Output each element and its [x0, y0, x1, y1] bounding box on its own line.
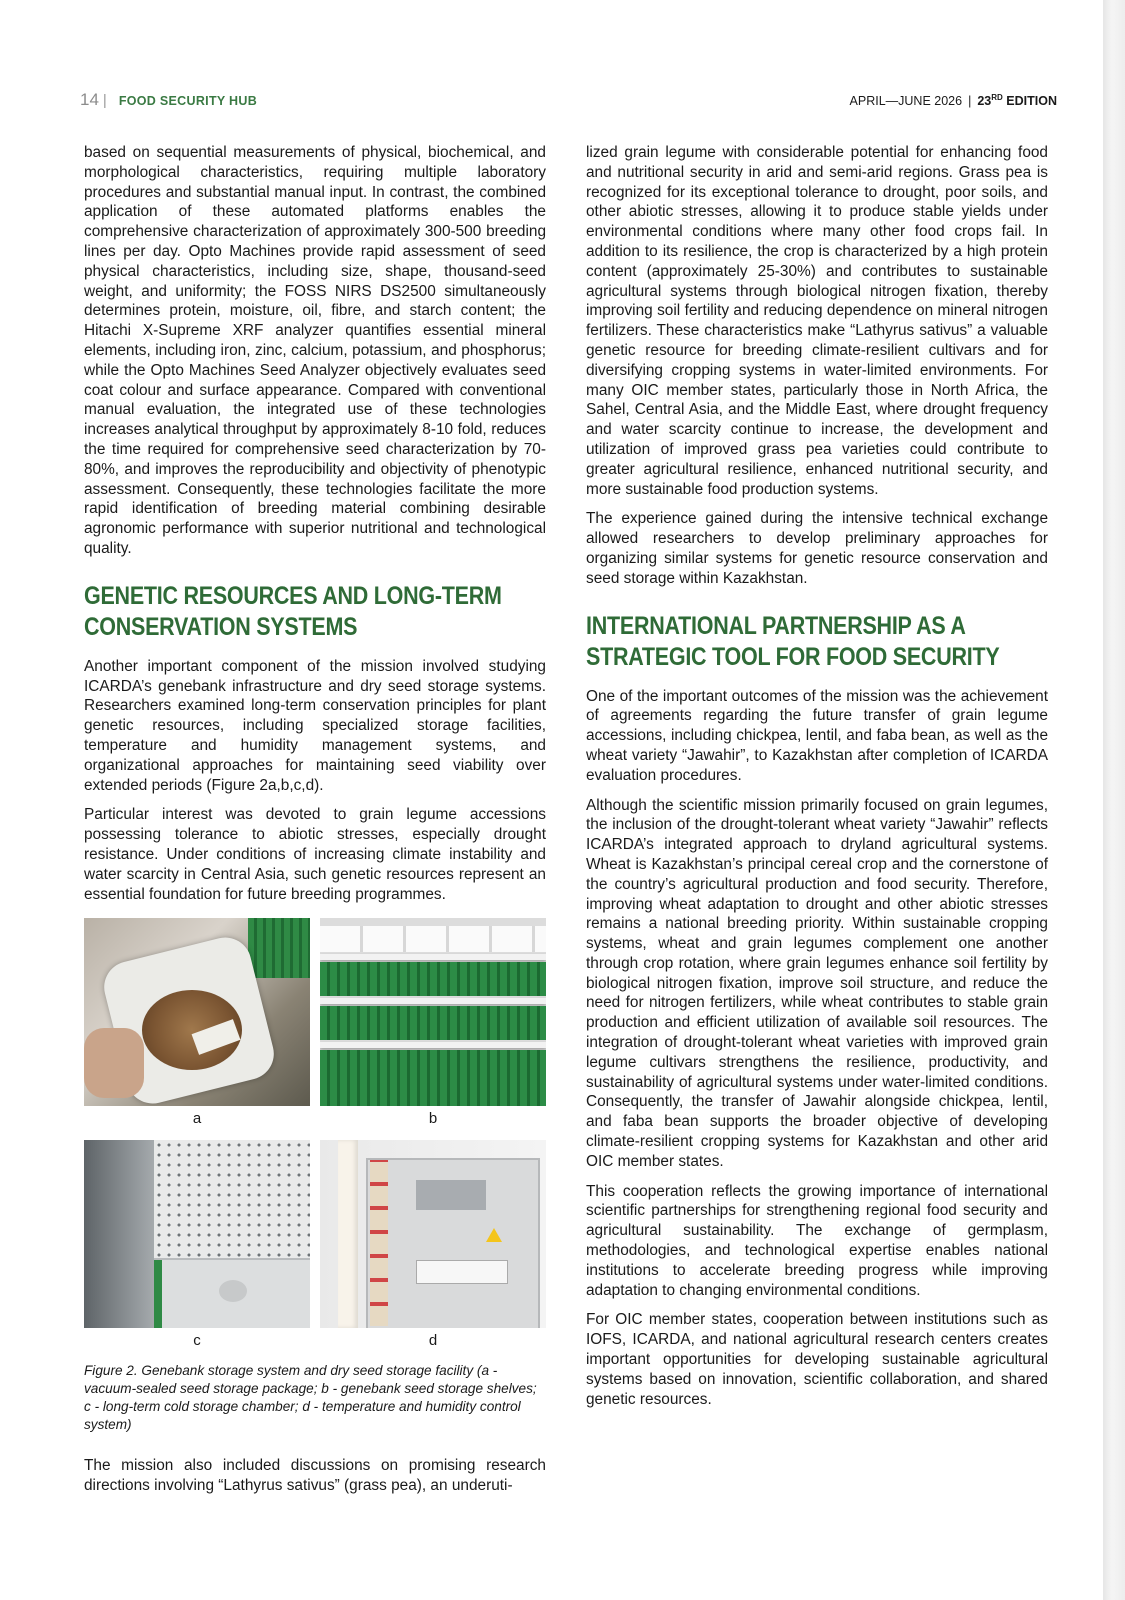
- heading-international-partnership: INTERNATIONAL PARTNERSHIP AS A STRATEGIC TOOL FOR FOOD SECURITY: [586, 611, 1000, 671]
- figure-label-c: c: [193, 1332, 201, 1350]
- photo-vacuum-seed-package: [84, 918, 310, 1106]
- publication-name: FOOD SECURITY HUB: [118, 94, 258, 108]
- figure-2: [84, 918, 546, 1434]
- figure-cell-d: [320, 1140, 546, 1362]
- right-paragraph-6: For OIC member states, cooperation between institutions such as IOFS, ICARDA, and national agricultural research centers creates important opportunities for developing sustainable agricultural systems based on innovation, scientific collaboration, and shared genetic resources.: [586, 1311, 1048, 1408]
- right-column: [586, 143, 1048, 1419]
- header-right: [850, 93, 1057, 108]
- left-paragraph-1: based on sequential measurements of physical, biochemical, and morphological characteristics, requiring multiple laboratory procedures and substantial manual input. In contrast, the combined application of these automated platforms enables the comprehensive characterization of approximately 300-500 breeding lines per day. Opto Machines provide rapid assessment of seed physical characteristics, including size, shape, thousand-seed weight, and uniformity; the FOSS NIRS DS2500 simultaneously determines protein, moisture, oil, fibre, and starch content; the Hitachi X-Supreme XRF analyzer quantifies essential mineral elements, including iron, zinc, calcium, potassium, and phosphorus; while the Opto Machines Seed Analyzer objectively evaluates seed coat colour and surface appearance. Compared with conventional manual evaluation, the integrated use of these technologies increases analytical throughput by approximately 8-10 fold, reduces the time required for comprehensive seed characterization by 70-80%, and improves the reproducibility and objectivity of phenotypic assessment. Consequently, these technologies facilitate the more rapid identification of breeding material combining desirable agronomic performance with superior nutritional and technological quality.: [84, 144, 546, 557]
- right-paragraph-3: One of the important outcomes of the mission was the achievement of agreements regarding the future transfer of grain legume accessions, including chickpea, lentil, and faba bean, as well as the wheat variety “Jawahir”, to Kazakhstan after completion of ICARDA evaluation procedures.: [586, 687, 1048, 784]
- header-pipe: |: [968, 94, 972, 109]
- right-paragraph-5: This cooperation reflects the growing importance of international scientific partnerships for strengthening regional food security and agricultural sustainability. The exchange of germplasm, methodologies, and technological expertise enables national institutions to accelerate breeding progress while improving adaptation to changing environmental conditions.: [586, 1182, 1048, 1299]
- figure-caption: Figure 2. Genebank storage system and dry seed storage facility (a - vacuum-sealed seed storage package; b - genebank seed storage shelves; c - long-term cold storage chamber; d - temperature and humidity control system): [84, 1363, 537, 1433]
- header-separator: |: [102, 92, 107, 109]
- figure-cell-a: [84, 918, 310, 1140]
- figure-cell-c: [84, 1140, 310, 1362]
- edition-word: EDITION: [1006, 94, 1057, 109]
- edition-suffix: RD: [991, 93, 1003, 102]
- figure-row-bottom: [84, 1140, 546, 1362]
- photo-cold-storage-chamber: [84, 1140, 310, 1328]
- edition-label: [977, 93, 1057, 108]
- edition-number: 23: [977, 94, 992, 109]
- right-paragraph-4: Although the scientific mission primarily focused on grain legumes, the inclusion of the drought-tolerant wheat variety “Jawahir” reflects ICARDA’s integrated approach to dryland agricultural systems. Wheat is Kazakhstan’s principal cereal crop and the cornerstone of the country’s agricultural production and food security. Therefore, improving wheat adaptation to drought and other abiotic stresses remains a national breeding priority. Within sustainable cropping systems, wheat and grain legumes complement one another through crop rotation, where grain legumes enhance soil fertility by biological nitrogen fixation, improve soil structure, and reduce the need for nitrogen fertilizers, while wheat contributes to stable grain production and efficient utilization of available soil resources. The integration of drought-tolerant wheat varieties with improved grain legume cultivars strengthens the resilience, productivity, and sustainability of agricultural systems under water-limited conditions. Consequently, the transfer of Jawahir alongside chickpea, lentil, and faba bean supports the broader objective of developing climate-resilient cropping systems for Kazakhstan and other arid OIC member states.: [586, 796, 1048, 1170]
- figure-cell-b: [320, 918, 546, 1140]
- heading-genetic-resources: GENETIC RESOURCES AND LONG-TERM CONSERVATION SYSTEMS: [84, 581, 502, 641]
- figure-label-a: a: [192, 1110, 202, 1128]
- page-header: [80, 90, 1057, 110]
- page-edge-shadow: [1103, 0, 1125, 1600]
- issue-date: APRIL—JUNE 2026: [849, 94, 963, 109]
- photo-genebank-shelves: [320, 918, 546, 1106]
- header-left: [80, 90, 257, 110]
- left-paragraph-2: Another important component of the mission involved studying ICARDA’s genebank infrastructure and dry seed storage systems. Researchers examined long-term conservation principles for plant genetic resources, including specialized storage facilities, temperature and humidity management systems, and organizational approaches for maintaining seed viability over extended periods (Figure 2a,b,c,d).: [84, 657, 546, 794]
- page-number: 14: [80, 90, 99, 109]
- figure-row-top: [84, 918, 546, 1140]
- figure-label-b: b: [428, 1110, 438, 1128]
- figure-label-d: d: [428, 1332, 438, 1350]
- photo-humidity-control-system: [320, 1140, 546, 1328]
- right-paragraph-1: lized grain legume with considerable potential for enhancing food and nutritional security in arid and semi-arid regions. Grass pea is recognized for its exceptional tolerance to drought, poor soils, and other abiotic stresses, allowing it to produce stable yields under environmental conditions where many other food crops fail. In addition to its resilience, the crop is characterized by a high protein content (approximately 25-30%) and contributes to sustainable agricultural systems through biological nitrogen fixation, thereby improving soil fertility and reducing dependence on mineral nitrogen fertilizers. These characteristics make “Lathyrus sativus” a valuable genetic resource for breeding climate-resilient cultivars and for diversifying cropping systems in water-limited environments. For many OIC member states, particularly those in North Africa, the Sahel, Central Asia, and the Middle East, where drought frequency and water scarcity continue to increase, the development and utilization of improved grass pea varieties could contribute to greater agricultural resilience, enhanced nutritional security, and more sustainable food production systems.: [586, 144, 1048, 498]
- left-paragraph-4: The mission also included discussions on promising research directions involving “Lathyrus sativus” (grass pea), an underuti-: [84, 1457, 546, 1495]
- left-column: [84, 143, 546, 1506]
- left-paragraph-3: Particular interest was devoted to grain legume accessions possessing tolerance to abiotic stresses, especially drought resistance. Under conditions of increasing climate instability and water scarcity in Central Asia, such genetic resources represent an essential foundation for future breeding programmes.: [84, 806, 546, 903]
- right-paragraph-2: The experience gained during the intensive technical exchange allowed researchers to develop preliminary approaches for organizing similar systems for genetic resource conservation and seed storage within Kazakhstan.: [586, 510, 1048, 587]
